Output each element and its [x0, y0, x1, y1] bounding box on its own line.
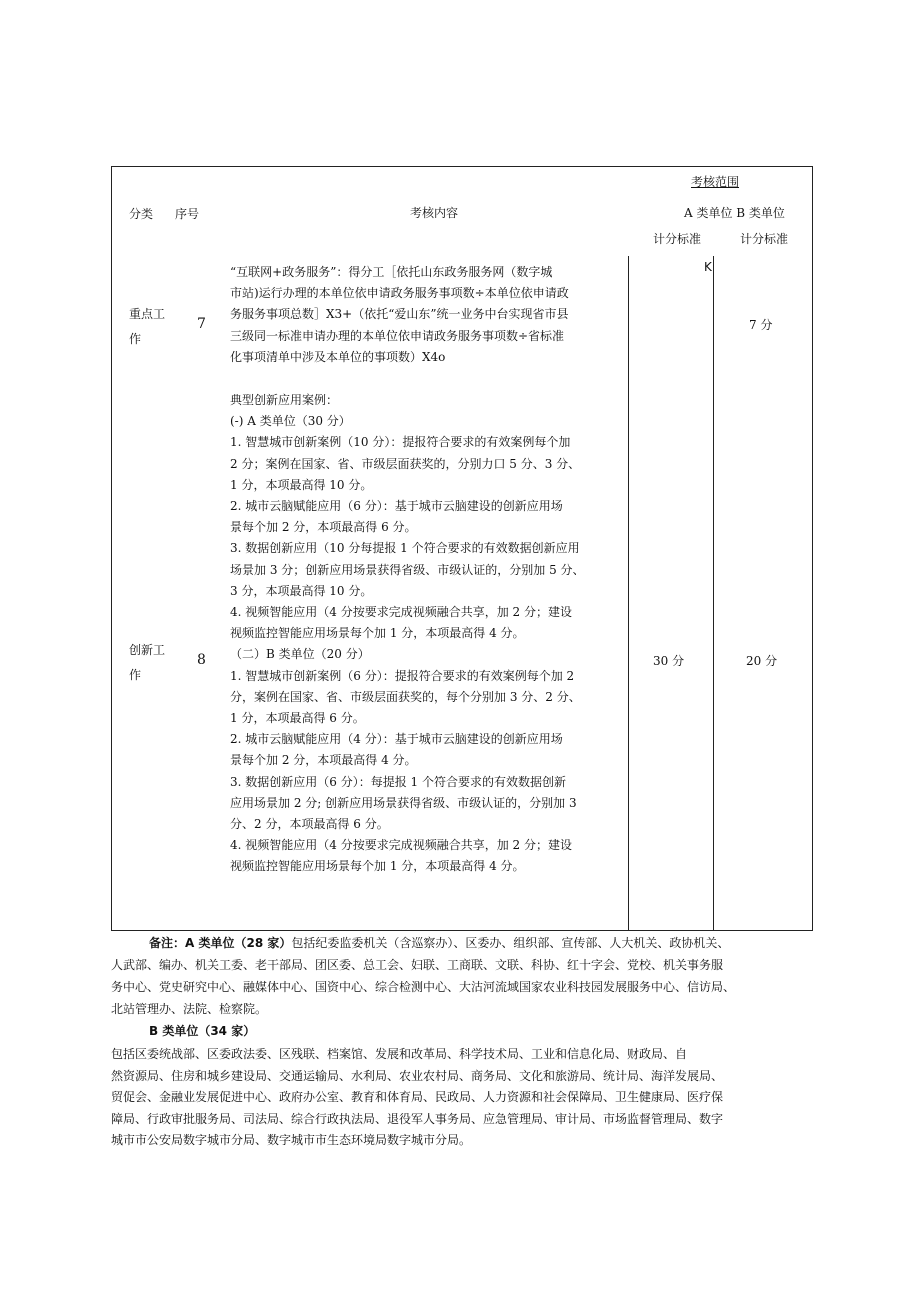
row8-line: 2. 城市云脑赋能应用（4 分）：基于城市云脑建设的创新应用场 — [230, 732, 563, 747]
row7-category-2: 作 — [129, 332, 142, 346]
notes-a-line: 北站管理办、法院、检察院。 — [111, 1002, 268, 1016]
row7-number: 7 — [197, 316, 206, 332]
row8-line: 3. 数据创新应用（10 分每提报 1 个符合要求的有效数据创新应用 — [230, 541, 580, 556]
range-title: 考核范围 — [691, 175, 740, 189]
row8-a-score: 30 分 — [653, 654, 685, 668]
row8-line: 2. 城市云脑赋能应用（6 分）：基于城市云脑建设的创新应用场 — [230, 499, 563, 514]
header-category: 分类 — [129, 207, 154, 221]
row8-line: 4. 视频智能应用（4 分按要求完成视频融合共享，加 2 分；建设 — [230, 838, 572, 853]
row8-line: (-) A 类单位（30 分） — [230, 414, 351, 429]
column-divider-content — [628, 256, 629, 931]
row7-line: 三级同一标准申请办理的本单位依申请政务服务事项数÷省标准 — [230, 328, 565, 343]
notes-b-body — [111, 1044, 821, 1152]
notes-a-line: 人武部、编办、机关工委、老干部局、团区委、总工会、妇联、工商联、文联、科协、红十字会、党校、机关事务服 — [111, 958, 724, 972]
notes-a-line: 务中心、党史研究中心、融媒体中心、国资中心、综合检测中心、大沽河流域国家农业科技园发展服务中心、信访局、 — [111, 980, 736, 994]
header-number: 序号 — [175, 207, 200, 221]
notes-b — [111, 1020, 821, 1042]
notes-b-line: 包括区委统战部、区委政法委、区残联、档案馆、发展和改革局、科学技术局、工业和信息化局、财政局、自 — [111, 1047, 688, 1061]
row8-line: 典型创新应用案例： — [230, 393, 339, 407]
row8-line: 3. 数据创新应用（6 分）：每提报 1 个符合要求的有效数据创新 — [230, 774, 566, 789]
notes-b-line: 贸促会、金融业发展促进中心、政府办公室、教育和体育局、民政局、人力资源和社会保障局、卫生健康局、医疗保 — [111, 1090, 724, 1104]
row8-line: 视频监控智能应用场景每个加 1 分，本项最高得 4 分。 — [230, 626, 525, 641]
header-content: 考核内容 — [410, 206, 459, 220]
row7-category-1: 重点工 — [129, 307, 166, 321]
row7-content — [230, 262, 628, 368]
row8-line: 1. 智慧城市创新案例（6 分）：提报符合要求的有效案例每个加 2 — [230, 668, 575, 683]
row8-line: （二）B 类单位（20 分） — [230, 647, 370, 662]
row7-a-score: K — [704, 260, 712, 274]
row8-line: 景每个加 2 分，本项最高得 6 分。 — [230, 520, 417, 535]
row8-line: 应用场景加 2 分; 创新应用场景获得省级、市级认证的，分别加 3 — [230, 795, 577, 810]
notes-b-line: 障局、行政审批服务局、司法局、综合行政执法局、退役军人事务局、应急管理局、审计局、市场监督管理局、数字 — [111, 1111, 724, 1126]
notes-b-line: 城市市公安局数字城市分局、数字城市市生态环境局数字城市分局。 — [111, 1133, 472, 1147]
row8-line: 3 分，本项最高得 10 分。 — [230, 583, 373, 598]
row8-line: 2 分；案例在国家、省、市级层面获奖的，分别力口 5 分、3 分、 — [230, 456, 581, 471]
header-a-standard: 计分标准 — [653, 232, 702, 246]
header-b-standard: 计分标准 — [740, 232, 789, 246]
notes-a-first-line — [111, 932, 821, 954]
row8-category-1: 创新工 — [129, 643, 166, 657]
row8-line: 视频监控智能应用场景每个加 1 分，本项最高得 4 分。 — [230, 859, 525, 874]
row8-line: 4. 视频智能应用（4 分按要求完成视频融合共享，加 2 分；建设 — [230, 605, 572, 620]
row8-category-2: 作 — [129, 668, 142, 682]
notes-a-heading: 备注：A 类单位（28 家） — [149, 936, 292, 950]
row7-line: 市站)运行办理的本单位依申请政务服务事项数÷本单位依申请政 — [230, 286, 569, 301]
notes-a-line: 包括纪委监委机关（含巡察办）、区委办、组织部、宣传部、人大机关、政协机关、 — [291, 936, 730, 950]
row7-b-score: 7 分 — [749, 318, 773, 332]
row8-number: 8 — [197, 652, 206, 668]
row7-line: 化事项清单中涉及本单位的事项数）X4o — [230, 349, 446, 364]
row8-line: 分、2 分，本项最高得 6 分。 — [230, 817, 389, 832]
column-divider-a — [713, 256, 714, 931]
row8-line: 1 分，本项最高得 10 分。 — [230, 477, 373, 492]
header-unit-labels: A 类单位 B 类单位 — [684, 206, 785, 220]
row8-b-score: 20 分 — [746, 654, 778, 668]
notes-b-heading: B 类单位（34 家） — [149, 1024, 256, 1038]
row8-content — [230, 390, 628, 878]
row8-line: 分，案例在国家、省、市级层面获奖的，每个分别加 3 分、2 分、 — [230, 689, 581, 704]
row7-line: “互联网+政务服务”：得分工［依托山东政务服务网（数字城 — [230, 265, 553, 279]
notes-b-line: 然资源局、住房和城乡建设局、交通运输局、水利局、农业农村局、商务局、文化和旅游局、统计局、海洋发展局、 — [111, 1068, 724, 1083]
notes-a — [111, 932, 821, 1020]
row8-line: 景每个加 2 分，本项最高得 4 分。 — [230, 753, 417, 768]
row8-line: 场景加 3 分；创新应用场景获得省级、市级认证的，分别加 5 分、 — [230, 562, 585, 577]
row8-line: 1. 智慧城市创新案例（10 分）：提报符合要求的有效案例每个加 — [230, 435, 571, 450]
row7-line: 务服务事项总数］X3+（依托“爱山东”统一业务中台实现省市县 — [230, 307, 569, 322]
row8-line: 1 分，本项最高得 6 分。 — [230, 711, 365, 726]
